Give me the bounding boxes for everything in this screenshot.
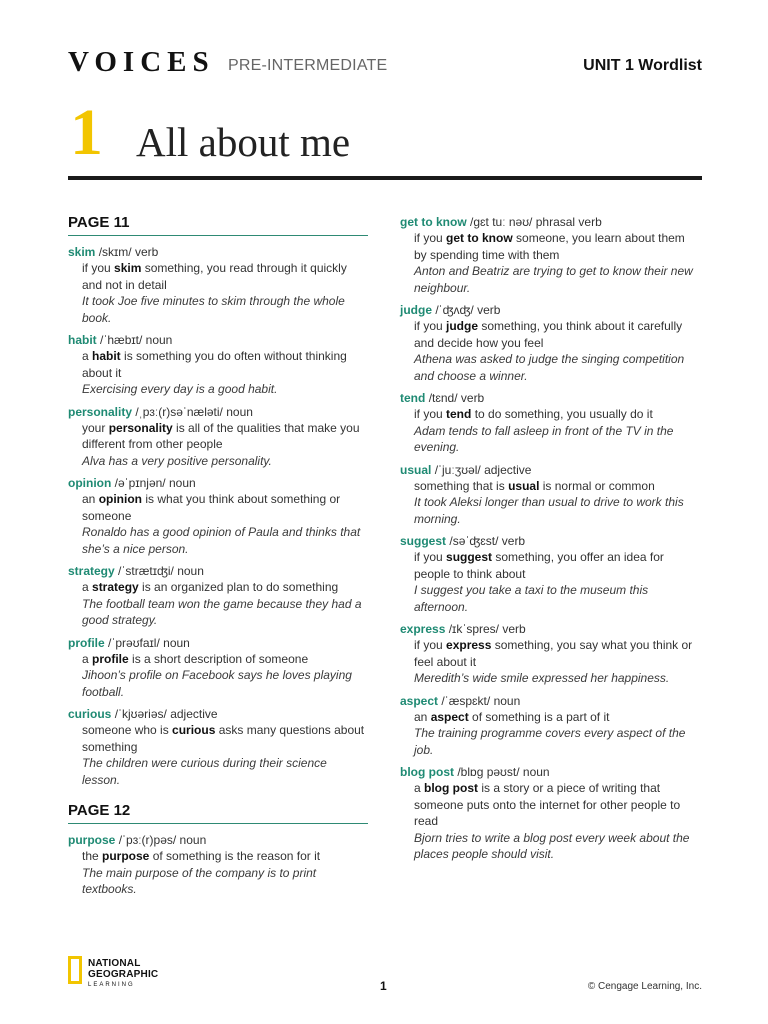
definition-pre: something that is — [414, 478, 509, 493]
wordlist-entry — [400, 621, 700, 687]
definition-keyword: purpose — [102, 849, 150, 863]
definition-keyword: tend — [446, 407, 472, 421]
copyright: © Cengage Learning, Inc. — [587, 981, 702, 992]
example-sentence: I suggest you take a taxi to the museum this afternoon. — [414, 583, 649, 614]
definition-keyword: curious — [172, 723, 216, 737]
pronunciation: /ˈstrætɪʤi/ — [118, 564, 174, 578]
definition-pre: a — [414, 781, 425, 795]
example-sentence: It took Joe five minutes to skim through the whole book. — [82, 294, 345, 325]
headword: curious — [68, 707, 112, 721]
example-sentence: Exercising every day is a good habit. — [82, 382, 278, 396]
definition — [400, 780, 700, 830]
headword: strategy — [68, 564, 115, 578]
part-of-speech: verb — [477, 303, 501, 317]
definition — [68, 348, 368, 381]
definition-keyword: judge — [446, 319, 479, 333]
wordlist-entry — [400, 390, 700, 456]
headword: judge — [400, 303, 432, 317]
definition — [68, 651, 368, 668]
example-sentence: Anton and Beatriz are trying to get to know their new neighbour. — [414, 264, 693, 295]
definition-keyword: personality — [108, 420, 173, 435]
entry-head — [68, 332, 368, 348]
definition-post: to do something, you usually do it — [471, 407, 653, 421]
definition — [400, 709, 700, 726]
left-column — [68, 214, 368, 904]
pronunciation: /ˈkjʊəriəs/ — [114, 707, 167, 721]
part-of-speech: noun — [177, 564, 204, 578]
example-sentence: Ronaldo has a good opinion of Paula and thinks that she’s a nice person. — [82, 525, 361, 556]
example-sentence: The children were curious during their science lesson. — [82, 756, 327, 787]
definition-post: of something is a part of it — [468, 709, 610, 724]
right-column — [400, 214, 700, 869]
entry-head — [400, 693, 700, 709]
pronunciation: /ˈʤʌʤ/ — [435, 303, 474, 317]
entry-head — [68, 563, 368, 579]
headword: express — [400, 622, 446, 636]
pronunciation: /ˈpɜː(r)pəs/ — [118, 833, 177, 847]
wordlist-entry — [68, 832, 368, 898]
title-rule — [68, 176, 702, 180]
definition-post: someone, you learn about them by spending time with them — [414, 231, 685, 262]
definition-keyword: strategy — [92, 580, 139, 594]
national-geographic-logo — [68, 956, 178, 992]
definition-post: something, you read through it quickly and not in detail — [82, 261, 347, 292]
pronunciation: /ˌpɜː(r)səˈnæləti/ — [135, 404, 223, 419]
pronunciation: /səˈʤɛst/ — [449, 534, 499, 548]
headword: purpose — [68, 833, 116, 847]
wordlist-entry — [68, 635, 368, 701]
pronunciation: /ɪkˈspres/ — [448, 622, 499, 636]
definition-post: is normal or common — [539, 478, 655, 493]
part-of-speech: verb — [501, 534, 526, 548]
entry-head — [400, 764, 700, 780]
definition-pre: a — [82, 580, 93, 594]
headword: get to know — [400, 215, 467, 229]
wordlist-entry — [400, 462, 700, 528]
example-sentence: The football team won the game because they had a good strategy. — [82, 596, 362, 627]
part-of-speech: noun — [226, 404, 253, 419]
pronunciation: /ˈjuːʒʊəl/ — [434, 462, 481, 477]
part-of-speech: phrasal verb — [535, 215, 602, 229]
pronunciation: /blɒg pəʊst/ — [457, 765, 520, 779]
definition-keyword: profile — [92, 651, 129, 666]
wordlist-entry — [400, 302, 700, 384]
wordlist-entry — [400, 214, 700, 296]
definition-keyword: skim — [114, 261, 142, 275]
wordlist-entry — [68, 563, 368, 629]
part-of-speech: noun — [522, 765, 550, 779]
definition-keyword: express — [446, 638, 492, 652]
definition-pre: someone who is — [82, 723, 173, 737]
headword: profile — [68, 635, 105, 650]
definition-post: is a story or a piece of writing that someone puts onto the internet for other people to read — [414, 781, 681, 828]
part-of-speech: verb — [134, 245, 159, 259]
definition-pre: an — [414, 709, 431, 724]
headword: suggest — [400, 534, 447, 548]
part-of-speech: noun — [179, 833, 207, 847]
entry-head — [68, 832, 368, 848]
example-sentence: Adam tends to fall asleep in front of the TV in the evening. — [414, 423, 674, 454]
logo-line-3: LEARNING — [88, 982, 135, 988]
example-sentence: Alva has a very positive personality. — [82, 453, 272, 468]
headword: usual — [400, 462, 432, 477]
definition-post: asks many questions about something — [82, 723, 365, 754]
entry-head — [400, 462, 700, 478]
example-sentence: The main purpose of the company is to print textbooks. — [82, 865, 317, 896]
part-of-speech: noun — [169, 476, 196, 490]
definition — [400, 549, 700, 582]
pronunciation: /gɛt tuː nəʊ/ — [470, 215, 533, 229]
definition-keyword: suggest — [446, 550, 493, 564]
entry-head — [400, 390, 700, 406]
unit-number: 1 — [70, 96, 103, 169]
definition-pre: your — [82, 420, 109, 435]
definition — [400, 637, 700, 670]
definition-post: something, you say what you think or feel about it — [414, 638, 693, 669]
definition — [68, 848, 368, 865]
definition-keyword: habit — [92, 349, 121, 363]
part-of-speech: noun — [163, 635, 190, 650]
headword: tend — [400, 391, 426, 405]
headword: habit — [68, 333, 97, 347]
definition-post: is an organized plan to do something — [138, 580, 339, 594]
example-sentence: The training programme covers every aspect of the job. — [414, 726, 686, 757]
pronunciation: /əˈpɪnjən/ — [114, 476, 166, 490]
example-sentence: Jihoon’s profile on Facebook says he loves playing football. — [82, 668, 352, 699]
logo-line-2: GEOGRAPHIC — [88, 969, 159, 980]
definition-pre: a — [82, 651, 93, 666]
entry-head — [68, 706, 368, 722]
wordlist-entry — [400, 533, 700, 615]
pronunciation: /skɪm/ — [98, 245, 132, 259]
part-of-speech: noun — [145, 333, 173, 347]
pronunciation: /tɛnd/ — [428, 391, 458, 405]
definition — [68, 420, 368, 453]
headword: personality — [68, 404, 133, 419]
definition-post: something, you offer an idea for people to think about — [414, 550, 664, 581]
wordlist-entry — [68, 706, 368, 788]
definition-pre: if you — [414, 638, 447, 652]
example-sentence: Bjorn tries to write a blog post every week about the places people should visit. — [414, 830, 690, 861]
part-of-speech: noun — [493, 693, 521, 708]
definition-post: something, you think about it carefully and decide how you feel — [414, 319, 683, 350]
definition — [400, 478, 700, 495]
definition-keyword: get to know — [446, 231, 513, 245]
part-of-speech: verb — [502, 622, 526, 636]
entry-head — [400, 533, 700, 549]
example-sentence: Meredith’s wide smile expressed her happiness. — [414, 671, 670, 685]
level-label: PRE-INTERMEDIATE — [228, 57, 388, 74]
definition-keyword: blog post — [424, 781, 479, 795]
unit-title: All about me — [136, 119, 351, 165]
headword: opinion — [68, 476, 112, 490]
entry-head — [400, 214, 700, 230]
definition-pre: if you — [414, 407, 447, 421]
definition-pre: if you — [82, 261, 115, 275]
yellow-border-icon — [68, 956, 82, 984]
example-sentence: Athena was asked to judge the singing competition and choose a winner. — [414, 352, 685, 383]
definition-pre: if you — [414, 231, 447, 245]
example-sentence: It took Aleksi longer than usual to drive to work this morning. — [414, 495, 684, 526]
definition-keyword: aspect — [430, 709, 469, 724]
entry-head — [68, 244, 368, 260]
headword: blog post — [400, 765, 454, 779]
entry-head — [68, 404, 368, 420]
definition-pre: a — [82, 349, 93, 363]
definition-post: is all of the qualities that make you different from other people — [82, 420, 360, 451]
definition — [68, 579, 368, 596]
wordlist-entry — [68, 475, 368, 557]
definition-pre: the — [82, 849, 103, 863]
entry-head — [400, 621, 700, 637]
page-heading: PAGE 12 — [68, 802, 368, 824]
wordlist-entry — [68, 332, 368, 398]
wordlist-entry — [400, 693, 700, 759]
headword: skim — [68, 245, 96, 259]
definition-post: of something is the reason for it — [149, 849, 321, 863]
brand-title: VOICES — [68, 46, 215, 78]
part-of-speech: verb — [460, 391, 485, 405]
definition — [400, 406, 700, 423]
definition-pre: if you — [414, 319, 447, 333]
definition-pre: if you — [414, 550, 447, 564]
definition-post: is a short description of someone — [128, 651, 309, 666]
headword: aspect — [400, 693, 439, 708]
definition — [400, 318, 700, 351]
definition-keyword: opinion — [98, 492, 143, 506]
definition-post: is what you think about something or someone — [82, 492, 341, 523]
definition — [68, 491, 368, 524]
definition — [400, 230, 700, 263]
unit-wordlist-label: UNIT 1 Wordlist — [583, 57, 702, 74]
entry-head — [68, 475, 368, 491]
definition-post: is something you do often without thinking about it — [82, 349, 347, 380]
part-of-speech: adjective — [170, 707, 218, 721]
definition-keyword: usual — [508, 478, 540, 493]
wordlist-entry — [68, 244, 368, 326]
pronunciation: /ˈhæbɪt/ — [100, 333, 143, 347]
definition-pre: an — [82, 492, 99, 506]
logo-line-1: NATIONAL — [88, 958, 141, 969]
wordlist-entry — [400, 764, 700, 863]
definition — [68, 260, 368, 293]
page-heading: PAGE 11 — [68, 214, 368, 236]
page-number: 1 — [380, 979, 387, 993]
part-of-speech: adjective — [484, 462, 532, 477]
entry-head — [400, 302, 700, 318]
pronunciation: /ˈæspɛkt/ — [441, 693, 491, 708]
definition — [68, 722, 368, 755]
pronunciation: /ˈprəʊfaɪl/ — [108, 635, 160, 650]
wordlist-entry — [68, 404, 368, 470]
entry-head — [68, 635, 368, 651]
